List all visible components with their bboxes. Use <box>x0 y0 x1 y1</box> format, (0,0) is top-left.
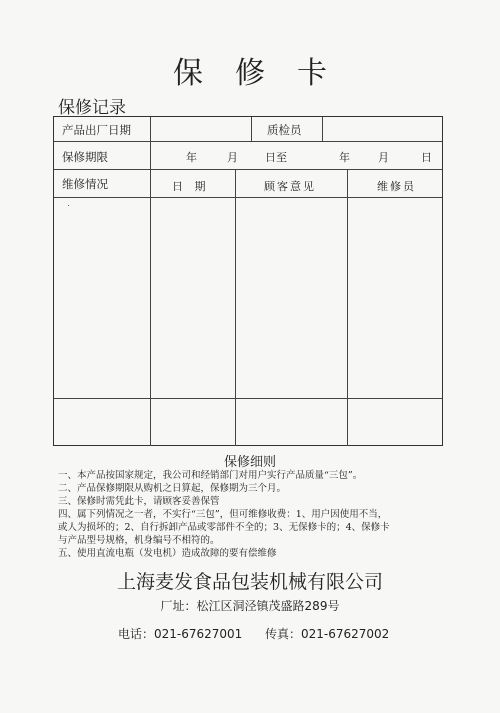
table-column-divider <box>322 117 323 141</box>
period-end-month: 月 <box>378 151 389 164</box>
company-address: 厂址：松江区洞泾镇茂盛路289号 <box>160 599 340 613</box>
rule-line: 三、保修时需凭此卡，请顾客妥善保管 <box>58 496 220 507</box>
rule-line: 与产品型号规格，机身编号不相符的。 <box>58 535 220 546</box>
table-column-divider <box>235 169 236 446</box>
table-row-divider <box>54 169 442 170</box>
column-header-date: 日 期 <box>172 180 210 193</box>
period-start-month: 月 <box>227 151 238 164</box>
period-end-day: 日 <box>421 151 432 164</box>
inspector-label: 质检员 <box>267 123 302 137</box>
rule-line: 或人为损坏的；2、自行拆卸产品或零部件不全的；3、无保修卡的；4、保修卡 <box>58 522 390 533</box>
table-column-divider <box>347 169 348 446</box>
table-row-divider <box>54 141 442 142</box>
table-column-divider <box>150 141 151 446</box>
warranty-period-label: 保修期限 <box>62 150 108 164</box>
table-column-divider <box>150 117 151 141</box>
rules-list <box>58 469 438 560</box>
rules-title: 保修细则 <box>223 455 276 470</box>
repair-status-label: 维修情况 <box>62 177 108 191</box>
scan-speck <box>68 205 69 206</box>
column-header-repairer: 维修员 <box>377 180 416 193</box>
table-column-divider <box>251 117 252 141</box>
company-phone: 电话：021-67627001 <box>118 627 243 641</box>
period-end-year: 年 <box>339 151 350 164</box>
column-header-feedback: 顾客意见 <box>264 180 316 193</box>
company-name: 上海麦发食品包装机械有限公司 <box>116 571 383 593</box>
company-fax: 传真：021-67627002 <box>265 627 390 641</box>
card-title: 保修卡 <box>173 56 359 91</box>
table-row-divider <box>54 197 442 198</box>
rule-line: 四、属下列情况之一者，不实行“三包”，但可维修收费：1、用户因使用不当， <box>58 509 388 520</box>
period-day-to: 日至 <box>265 151 287 164</box>
rule-line: 二、产品保修期限从购机之日算起，保修期为三个月。 <box>58 483 287 494</box>
repair-record-heading: 保修记录 <box>58 98 126 118</box>
rule-line: 一、本产品按国家规定，我公司和经销部门对用户实行产品质量“三包”。 <box>58 470 363 481</box>
production-date-label: 产品出厂日期 <box>62 123 131 137</box>
table-row-divider <box>54 398 442 399</box>
rule-line: 五、使用直流电瓶（发电机）造成故障的要有偿维修 <box>58 548 277 559</box>
warranty-form-table <box>53 116 443 446</box>
period-start-year: 年 <box>186 151 197 164</box>
